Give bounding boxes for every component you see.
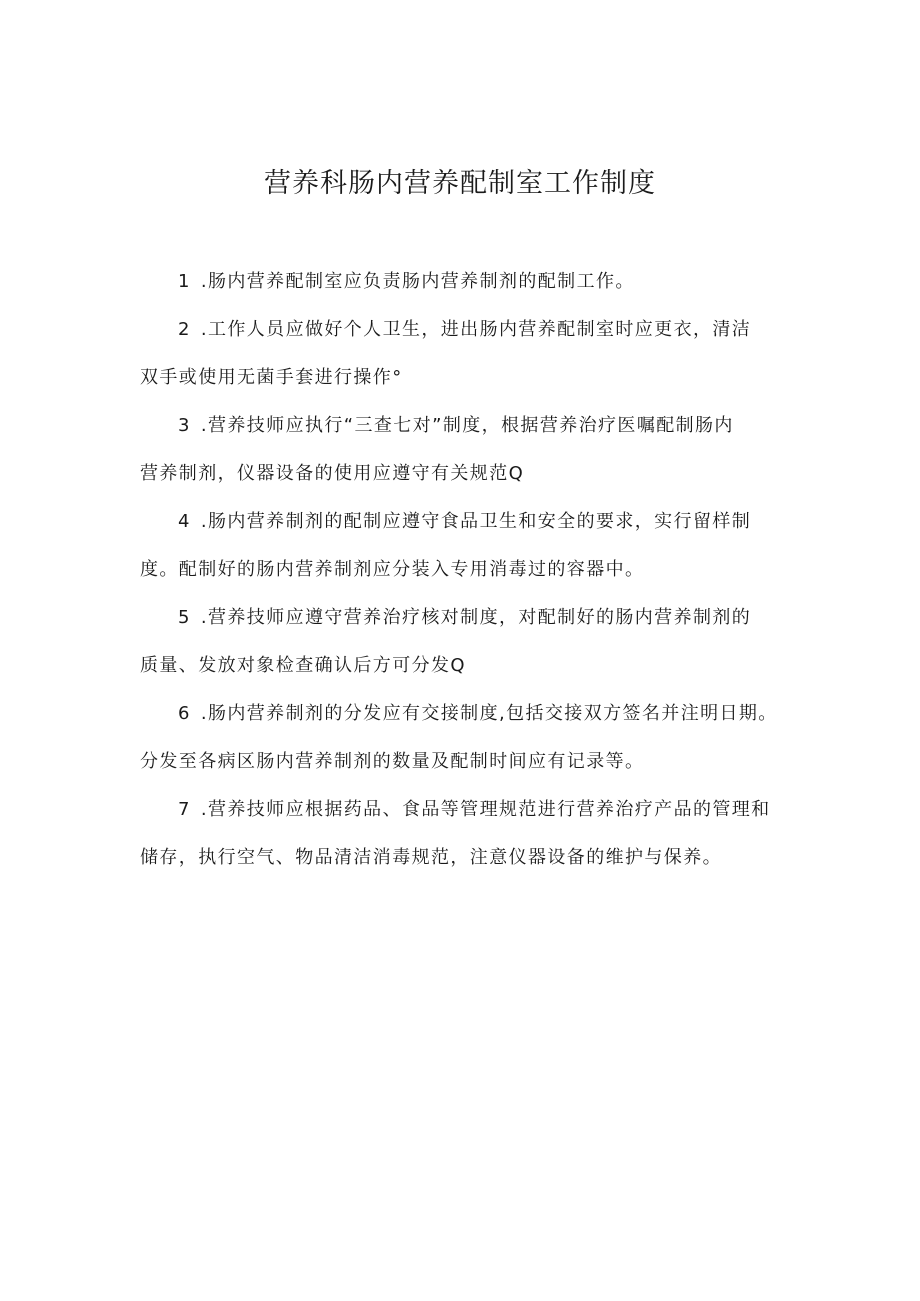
- item-text: .工作人员应做好个人卫生，进出肠内营养配制室时应更衣，清洁: [200, 319, 752, 340]
- item-number: 4: [178, 511, 191, 532]
- item-number: 1: [178, 271, 191, 292]
- page-title: 营养科肠内营养配制室工作制度: [264, 168, 656, 199]
- regulation-item-5: [140, 594, 792, 690]
- regulation-item-1: [140, 258, 792, 306]
- item-text-continued: 储存，执行空气、物品清洁消毒规范，注意仪器设备的维护与保养。: [140, 847, 722, 868]
- item-text: .肠内营养配制室应负责肠内营养制剂的配制工作。: [200, 271, 635, 292]
- item-text-continued: 营养制剂，仪器设备的使用应遵守有关规范Q: [140, 463, 525, 484]
- regulation-item-3: [140, 402, 792, 498]
- item-number: 6: [178, 703, 191, 724]
- item-text: .营养技师应执行“三查七对”制度，根据营养治疗医嘱配制肠内: [200, 415, 734, 436]
- regulation-item-2: [140, 306, 792, 402]
- item-text: .肠内营养制剂的分发应有交接制度,包括交接双方签名并注明日期。: [200, 703, 778, 724]
- item-text: .营养技师应根据药品、食品等管理规范进行营养治疗产品的管理和: [200, 799, 771, 820]
- item-number: 3: [178, 415, 191, 436]
- item-number: 2: [178, 319, 191, 340]
- regulation-item-6: [140, 690, 792, 786]
- item-text-continued: 双手或使用无菌手套进行操作°: [140, 367, 403, 388]
- item-text: .肠内营养制剂的配制应遵守食品卫生和安全的要求，实行留样制: [200, 511, 752, 532]
- item-text-continued: 分发至各病区肠内营养制剂的数量及配制时间应有记录等。: [140, 751, 645, 772]
- regulation-list: [140, 258, 792, 882]
- regulation-item-7: [140, 786, 792, 882]
- regulation-item-4: [140, 498, 792, 594]
- item-text: .营养技师应遵守营养治疗核对制度，对配制好的肠内营养制剂的: [200, 607, 752, 628]
- item-number: 7: [178, 799, 191, 820]
- item-text-continued: 度。配制好的肠内营养制剂应分装入专用消毒过的容器中。: [140, 559, 645, 580]
- item-text-continued: 质量、发放对象检查确认后方可分发Q: [140, 655, 466, 676]
- item-number: 5: [178, 607, 191, 628]
